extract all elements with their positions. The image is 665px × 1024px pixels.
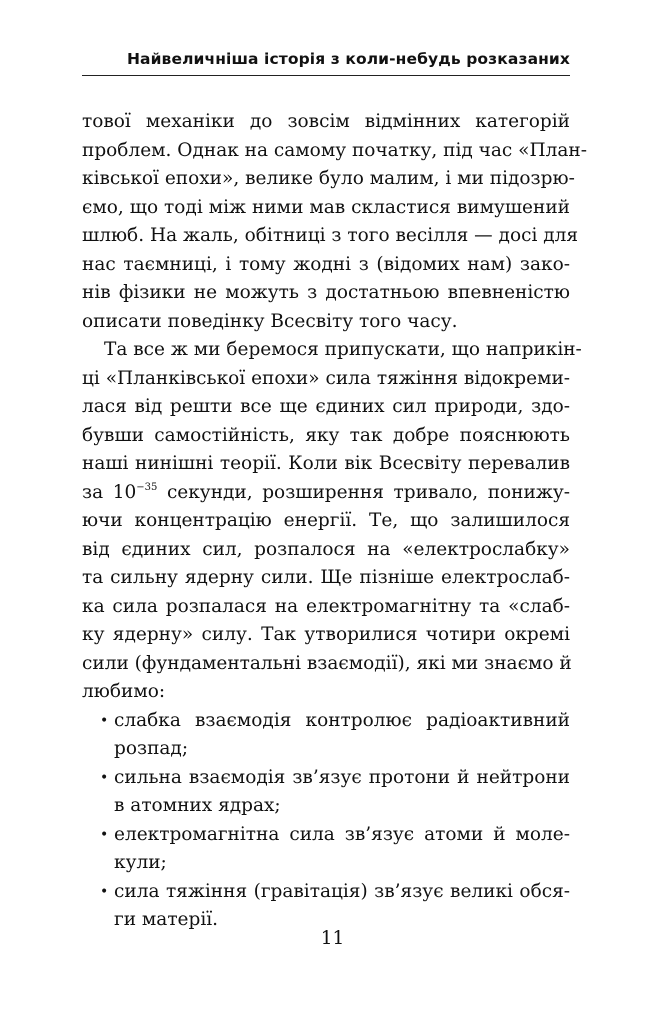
text-line: ка сила розпалася на електромагнітну та «слаб-: [82, 595, 570, 617]
bullet-item-line: • електромагнітна сила зв’язує атоми й моле-: [82, 821, 570, 850]
bullet-item-line: • слабка взаємодія контролює радіоактивний: [82, 707, 570, 736]
text-line: сили (фундаментальні взаємодії), які ми знаємо й: [82, 652, 572, 674]
text-line: бувши самостійність, яку так добре пояснюють: [82, 424, 570, 446]
header-rule: [82, 75, 570, 76]
page-number: 11: [320, 928, 345, 949]
bullet-item-line: ги матерії.: [114, 909, 219, 930]
text-line: ківської епохи», велике було малим, і ми підозрю-: [82, 168, 575, 189]
text-line: ємо, що тоді між ними мав скластися вимушений: [82, 196, 570, 218]
text-line: ку ядерну» силу. Так утворилися чотири окремі: [82, 624, 570, 645]
running-header: Найвеличніша історія з коли-небудь розказаних: [126, 50, 570, 68]
text-line: нів фізики не можуть з достатньою впевненістю: [82, 282, 570, 303]
bullet-item-line: • сильна взаємодія зв’язує протони й нейтрони: [82, 764, 570, 793]
text-line: та сильну ядерну сили. Ще пізніше електрослаб-: [82, 567, 570, 588]
text-line-exponent: [82, 479, 570, 508]
page-body: [82, 108, 587, 935]
text-line: проблем. Однак на самому початку, під час «План-: [82, 139, 587, 161]
paragraph-2: [82, 336, 582, 707]
exponent-tail: секунди, розширення тривало, понижу-: [157, 481, 570, 503]
text-line: тової механіки до зовсім відмінних категорій: [82, 111, 570, 132]
bullet-item-line: в атомних ядрах;: [114, 795, 281, 816]
bullet-item-line: • сила тяжіння (гравітація) зв’язує великі обся-: [82, 878, 570, 907]
text-line: від єдиних сил, розпалося на «електрослабку»: [82, 538, 570, 560]
exponent-superscript: −35: [136, 481, 158, 493]
text-line: Та все ж ми беремося припускати, що наприкін-: [104, 339, 582, 360]
text-line: лася від решти все ще єдиних сил природи, здо-: [82, 396, 570, 417]
text-line: ці «Планківської епохи» сила тяжіння відокреми-: [82, 367, 571, 389]
exponent-base: за 10: [82, 481, 137, 503]
text-line: нас таємниці, і тому жодні з (відомих нам) зако-: [82, 253, 570, 275]
text-line: ючи концентрацію енергії. Те, що залишилося: [82, 510, 570, 531]
bullet-item-line: розпад;: [114, 738, 189, 759]
bullet-list: [82, 707, 570, 935]
text-line: шлюб. На жаль, обітниці з того весілля — досі для: [82, 225, 579, 246]
text-line: описати поведінку Всесвіту того часу.: [82, 310, 458, 332]
text-line: наші нинішні теорії. Коли вік Всесвіту перевалив: [82, 453, 570, 474]
text-line: любимо:: [82, 681, 166, 702]
bullet-item-line: кули;: [114, 852, 167, 873]
paragraph-1: [82, 108, 587, 336]
